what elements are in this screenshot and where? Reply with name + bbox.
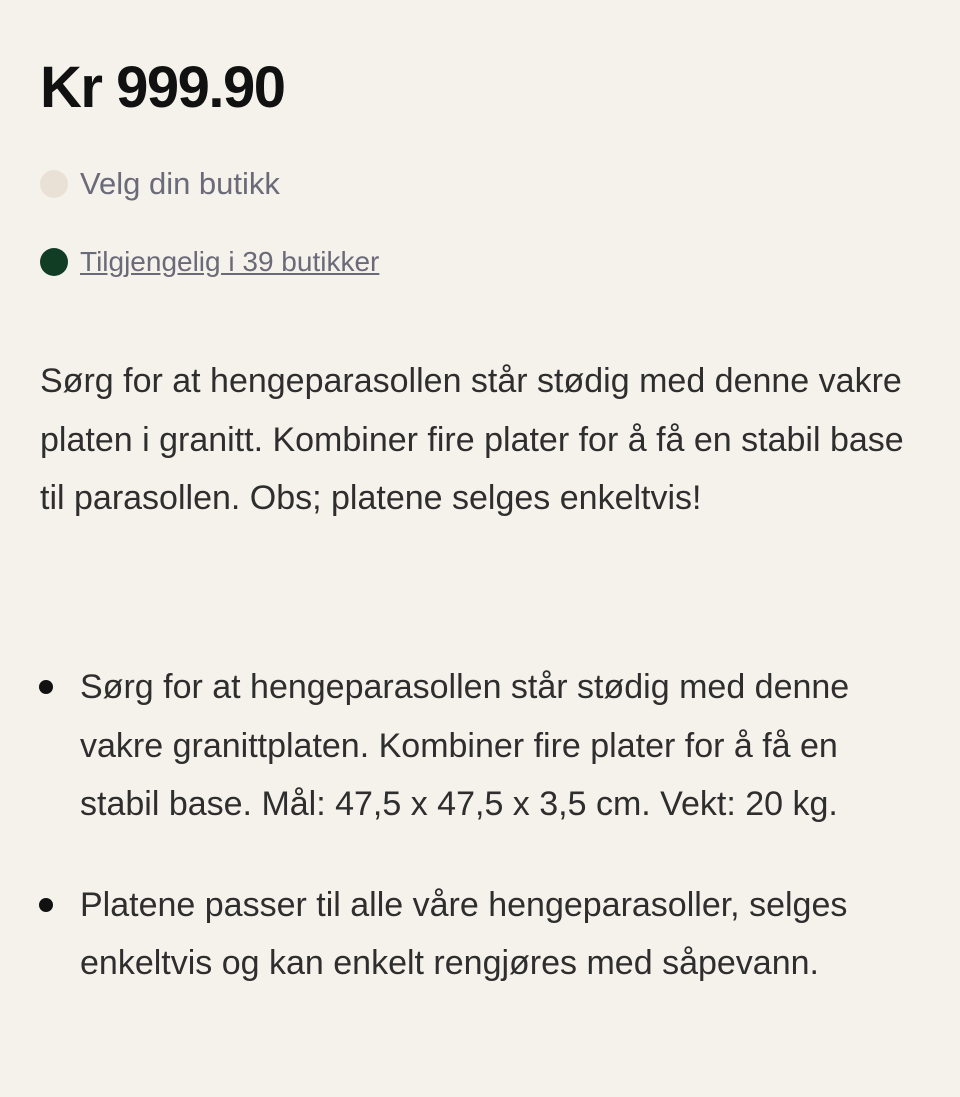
availability-status-icon <box>40 248 68 276</box>
feature-list-item <box>0 876 920 993</box>
feature-list <box>0 658 960 993</box>
feature-text: Platene passer til alle våre hengeparasoller, selges enkeltvis og kan enkelt rengjøres med såpevann. <box>80 885 848 982</box>
feature-list-item <box>0 658 920 834</box>
availability-row <box>40 246 379 278</box>
store-status-icon <box>40 170 68 198</box>
bullet-icon <box>39 898 53 912</box>
bullet-icon <box>39 680 53 694</box>
select-store-label: Velg din butikk <box>80 166 280 201</box>
product-price: Kr 999.90 <box>40 55 285 120</box>
availability-link[interactable]: Tilgjengelig i 39 butikker <box>80 246 380 277</box>
select-store-button[interactable] <box>40 166 280 202</box>
feature-text: Sørg for at hengeparasollen står stødig med denne vakre granittplaten. Kombiner fire plater for å få en stabil base. Mål: 47,5 x 47,5 x 3,5 cm. Vekt: 20 kg. <box>80 668 850 823</box>
product-description: Sørg for at hengeparasollen står stødig med denne vakre platen i granitt. Kombiner fire plater for å få en stabil base til parasollen. Obs; platene selges enkeltvis! <box>40 362 904 517</box>
